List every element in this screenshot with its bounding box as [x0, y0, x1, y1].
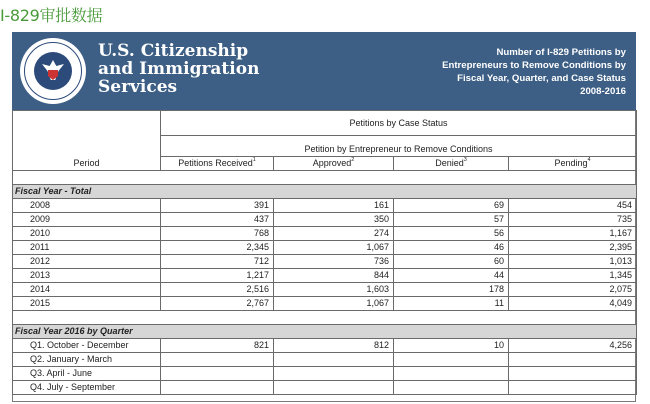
denied-cell — [394, 353, 509, 367]
period-cell: Q2. January - March — [13, 353, 161, 367]
approved-cell: 844 — [274, 269, 394, 283]
period-cell: 2010 — [13, 227, 161, 241]
table-row — [13, 297, 637, 311]
period-cell: 2014 — [13, 283, 161, 297]
denied-cell: 60 — [394, 255, 509, 269]
column-header-received: Petitions Received$^1$ — [161, 157, 274, 171]
pending-cell: 4,049 — [509, 297, 637, 311]
approved-cell: 350 — [274, 213, 394, 227]
table-row — [13, 227, 637, 241]
pending-cell — [509, 353, 637, 367]
approved-cell — [274, 367, 394, 381]
denied-cell: 46 — [394, 241, 509, 255]
period-cell: 2015 — [13, 297, 161, 311]
period-cell: Q4. July - September — [13, 381, 161, 395]
group-header: Petitions by Case Status — [161, 111, 637, 136]
pending-cell: 2,395 — [509, 241, 637, 255]
report-title-line: Number of I-829 Petitions by — [496, 47, 626, 58]
denied-cell: 44 — [394, 269, 509, 283]
section-title: Fiscal Year 2016 by Quarter — [13, 325, 637, 339]
uscis-banner — [12, 32, 636, 110]
approved-cell — [274, 353, 394, 367]
received-cell: 391 — [161, 199, 274, 213]
spacer-row — [13, 171, 637, 185]
received-cell: 2,345 — [161, 241, 274, 255]
table-row — [13, 339, 637, 353]
pending-cell — [509, 381, 637, 395]
period-cell: 2011 — [13, 241, 161, 255]
report-title-line: 2008-2016 — [580, 86, 626, 97]
table-row — [13, 283, 637, 297]
table-row — [13, 367, 637, 381]
dhs-seal-icon — [20, 38, 86, 104]
agency-line: Services — [98, 77, 178, 97]
approved-cell: 1,067 — [274, 241, 394, 255]
pending-cell: 1,013 — [509, 255, 637, 269]
approved-cell: 1,603 — [274, 283, 394, 297]
denied-cell: 11 — [394, 297, 509, 311]
denied-cell — [394, 367, 509, 381]
table-row — [13, 241, 637, 255]
denied-cell: 56 — [394, 227, 509, 241]
table-row — [13, 255, 637, 269]
table-row — [13, 381, 637, 395]
approved-cell: 161 — [274, 199, 394, 213]
section-header-row — [13, 185, 637, 199]
denied-cell: 178 — [394, 283, 509, 297]
pending-cell: 735 — [509, 213, 637, 227]
section-title: Fiscal Year - Total — [13, 185, 637, 199]
period-cell: 2013 — [13, 269, 161, 283]
table-row — [13, 213, 637, 227]
period-cell: Q3. April - June — [13, 367, 161, 381]
table-row — [13, 199, 637, 213]
received-cell — [161, 353, 274, 367]
report-title-line: Entrepreneurs to Remove Conditions by — [442, 60, 626, 71]
report-title — [442, 46, 626, 98]
approved-cell: 812 — [274, 339, 394, 353]
denied-cell: 69 — [394, 199, 509, 213]
period-cell: 2008 — [13, 199, 161, 213]
received-cell: 2,516 — [161, 283, 274, 297]
approved-cell: 274 — [274, 227, 394, 241]
pending-cell: 2,075 — [509, 283, 637, 297]
denied-cell: 57 — [394, 213, 509, 227]
received-cell: 437 — [161, 213, 274, 227]
pending-cell: 4,256 — [509, 339, 637, 353]
approved-cell: 736 — [274, 255, 394, 269]
column-header-denied: Denied$^3$ — [394, 157, 509, 171]
received-cell — [161, 367, 274, 381]
period-cell: 2009 — [13, 213, 161, 227]
agency-line: and Immigration — [98, 59, 260, 79]
pending-cell: 454 — [509, 199, 637, 213]
received-cell — [161, 381, 274, 395]
sub-header: Petition by Entrepreneur to Remove Conditions — [161, 136, 637, 157]
spacer-row — [13, 311, 637, 325]
denied-cell — [394, 381, 509, 395]
column-header-pending: Pending$^4$ — [509, 157, 637, 171]
period-cell: 2012 — [13, 255, 161, 269]
agency-line: U.S. Citizenship — [98, 41, 249, 61]
pending-cell: 1,345 — [509, 269, 637, 283]
received-cell: 768 — [161, 227, 274, 241]
denied-cell: 10 — [394, 339, 509, 353]
table-row — [13, 269, 637, 283]
received-cell: 712 — [161, 255, 274, 269]
column-header-approved: Approved$^2$ — [274, 157, 394, 171]
period-cell: Q1. October - December — [13, 339, 161, 353]
petitions-table — [12, 110, 637, 395]
column-header-period: Period — [13, 111, 161, 171]
section-header-row — [13, 325, 637, 339]
table-row — [13, 353, 637, 367]
agency-name — [98, 42, 259, 96]
received-cell: 821 — [161, 339, 274, 353]
approved-cell: 1,067 — [274, 297, 394, 311]
approved-cell — [274, 381, 394, 395]
report-title-line: Fiscal Year, Quarter, and Case Status — [457, 73, 626, 84]
pending-cell: 1,167 — [509, 227, 637, 241]
pending-cell — [509, 367, 637, 381]
page-title: I-829审批数据 — [0, 6, 103, 25]
received-cell: 2,767 — [161, 297, 274, 311]
received-cell: 1,217 — [161, 269, 274, 283]
